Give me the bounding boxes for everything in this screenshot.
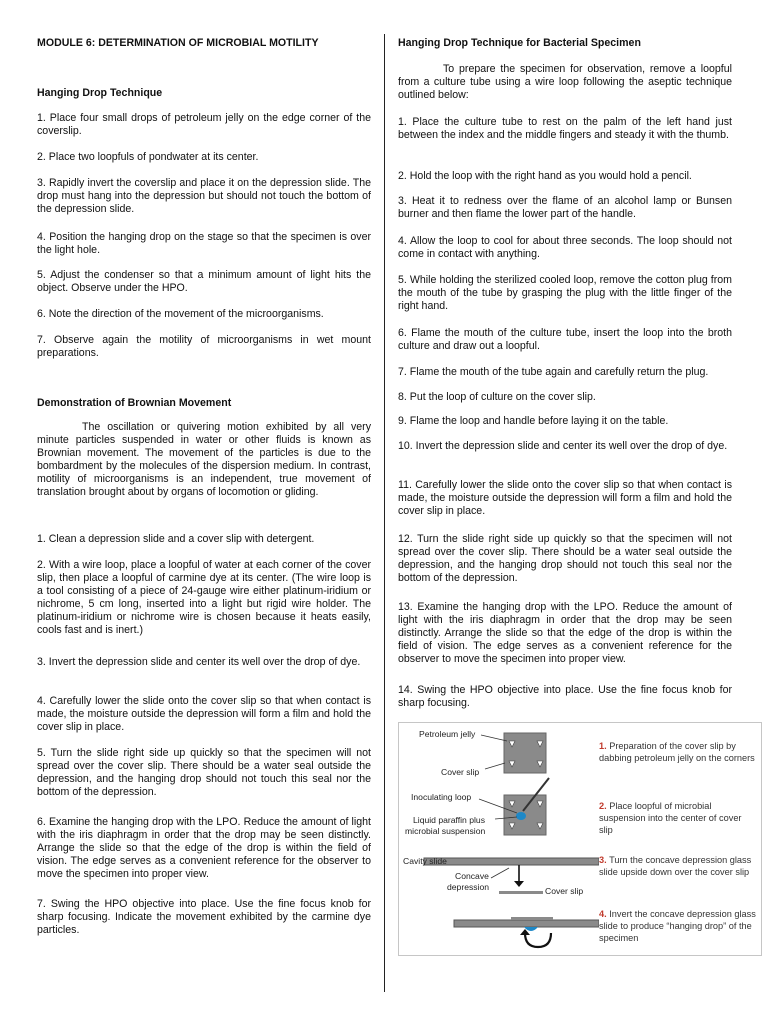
bs-step-2: 2. Hold the loop with the right hand as you would hold a pencil. [398, 170, 692, 182]
microbial-drop [516, 812, 526, 820]
bs-step-9: 9. Flame the loop and handle before laying it on the table. [398, 415, 669, 427]
petroleum-jelly-pointer [481, 735, 507, 741]
hd-step-6: 6. Note the direction of the movement of the microorganisms. [37, 308, 324, 320]
brownian-intro: The oscillation or quivering motion exhibited by all very minute particles suspended in water or other fluids is known as Brownian movement. The movement of the particles is due to the bombardment by the molecules of the dispersion medium. In contrast, motility of microorganisms is an independent, true movement of translation brought about by organs of locomotion or gliding. [37, 421, 371, 499]
inverted-slide [454, 920, 599, 927]
br-step-1: 1. Clean a depression slide and a cover slip with detergent. [37, 533, 315, 545]
bs-step-5: 5. While holding the sterilized cooled loop, remove the cotton plug from the mouth of the tube by grasping the plug with the little finger of the right hand. [398, 274, 732, 313]
figure-step-1: 1. Preparation of the cover slip by dabbing petroleum jelly on the corners [599, 741, 755, 763]
hd-step-1: 1. Place four small drops of petroleum jelly on the edge corner of the coverslip. [37, 112, 371, 138]
label-cavity-slide: Cavity slide [403, 856, 447, 866]
hd-step-2: 2. Place two loopfuls of pondwater at its center. [37, 151, 259, 163]
bs-step-14: 14. Swing the HPO objective into place. Use the fine focus knob for sharp focusing. [398, 684, 732, 710]
bs-step-8: 8. Put the loop of culture on the cover slip. [398, 391, 596, 403]
cavity-slide [424, 858, 599, 865]
bs-step-7: 7. Flame the mouth of the tube again and carefully return the plug. [398, 366, 709, 378]
hanging-drop-heading: Hanging Drop Technique [37, 87, 163, 99]
column-divider [384, 34, 385, 992]
bs-step-3: 3. Heat it to redness over the flame of an alcohol lamp or Bunsen burner and then flame the lower part of the handle. [398, 195, 732, 221]
bacterial-heading: Hanging Drop Technique for Bacterial Specimen [398, 37, 641, 49]
bs-step-6: 6. Flame the mouth of the culture tube, insert the loop into the broth culture and draw out a loopful. [398, 327, 732, 353]
hanging-drop-figure [398, 722, 762, 956]
figure-step-3: 3. Turn the concave depression glass slide upside down over the cover slip [599, 855, 752, 877]
bs-step-13: 13. Examine the hanging drop with the LPO. Reduce the amount of light with the iris diaphragm in order that the drop may be seen distinctly. Arrange the slide so that the edge of the drop is within the field of vision. The edge serves as a convenient reference for the observer to move the specimen into proper view. [398, 601, 732, 666]
label-cover-slip-2: Cover slip [545, 886, 584, 896]
label-inoculating-loop: Inoculating loop [411, 792, 472, 802]
br-step-6: 6. Examine the hanging drop with the LPO. Reduce the amount of light with the iris diaphragm in order that the drop may be seen distinctly. Arrange the slide so that the edge of the drop is within the field of vision. The edge serves as a convenient reference for the observer to move the specimen into proper view. [37, 816, 371, 881]
hd-step-7: 7. Observe again the motility of microorganisms in wet mount preparations. [37, 334, 371, 360]
br-step-5: 5. Turn the slide right side up quickly so that the specimen will not spread over the cover slip. There should be a water seal outside the depression, and the hanging drop should not touch this seal nor the bottom of the depression. [37, 747, 371, 799]
module-title: MODULE 6: DETERMINATION OF MICROBIAL MOTILITY [37, 37, 319, 49]
br-step-4: 4. Carefully lower the slide onto the cover slip so that when contact is made, the moisture outside the depression will form a film and hold the cover slip in place. [37, 695, 371, 734]
label-liquid-paraffin: Liquid paraffin plus [413, 815, 485, 825]
br-step-2: 2. With a wire loop, place a loopful of water at each corner of the cover slip, then place a loopful of carmine dye at its center. (The wire loop is a tool consisting of a piece of 24-gauge wire either platinum-iridium or nichrome, 5 cm long, inserted into a light but rigid wire holder. The platinum-iridium or nichrome wire is chosen because it heats easily, cools fast and is inert.) [37, 559, 371, 637]
bs-step-4: 4. Allow the loop to cool for about three seconds. The loop should not come in contact with anything. [398, 235, 732, 261]
label-cover-slip: Cover slip [441, 767, 480, 777]
cover-slip-4 [511, 917, 553, 920]
hd-step-4: 4. Position the hanging drop on the stage so that the specimen is over the light hole. [37, 231, 371, 257]
figure-step-4: 4. Invert the concave depression glass slide to produce “hanging drop” of the specimen [599, 909, 756, 943]
br-step-3: 3. Invert the depression slide and center its well over the drop of dye. [37, 656, 361, 668]
hd-step-5: 5. Adjust the condenser so that a minimum amount of light hits the object. Observe under the HPO. [37, 269, 371, 295]
cover-slip-3 [499, 891, 543, 894]
bs-step-12: 12. Turn the slide right side up quickly so that the specimen will not spread over the cover slip. There should be a water seal outside the depression, and the hanging drop should not touch this seal nor the bottom of the depression. [398, 533, 732, 585]
label-concave: Concave [455, 871, 489, 881]
label-microbial-suspension: microbial suspension [405, 826, 486, 836]
rotate-arrow [525, 933, 551, 947]
brownian-heading: Demonstration of Brownian Movement [37, 397, 232, 409]
figure-step-2: 2. Place loopful of microbial suspension into the center of cover slip [599, 801, 742, 835]
bs-step-11: 11. Carefully lower the slide onto the cover slip so that when contact is made, the moisture outside the depression will form a film and hold the cover slip in place. [398, 479, 732, 518]
bs-step-10: 10. Invert the depression slide and center its well over the drop of dye. [398, 440, 728, 452]
label-petroleum-jelly: Petroleum jelly [419, 729, 476, 739]
label-depression: depression [447, 882, 490, 892]
hd-step-3: 3. Rapidly invert the coverslip and place it on the depression slide. The drop must hang into the depression but should not touch the bottom of the depression slide. [37, 177, 371, 216]
cover-slip-pointer [485, 763, 505, 769]
bacterial-intro: To prepare the specimen for observation, remove a loopful from a culture tube using a wire loop following the aseptic technique outlined below: [398, 63, 732, 102]
br-step-7: 7. Swing the HPO objective into place. Use the fine focus knob for sharp focusing. Indicate the movement exhibited by the carmine dye particles. [37, 898, 371, 937]
figure-illustration [399, 723, 599, 955]
bs-step-1: 1. Place the culture tube to rest on the palm of the left hand just between the index and the middle fingers and steady it with the thumb. [398, 116, 732, 142]
